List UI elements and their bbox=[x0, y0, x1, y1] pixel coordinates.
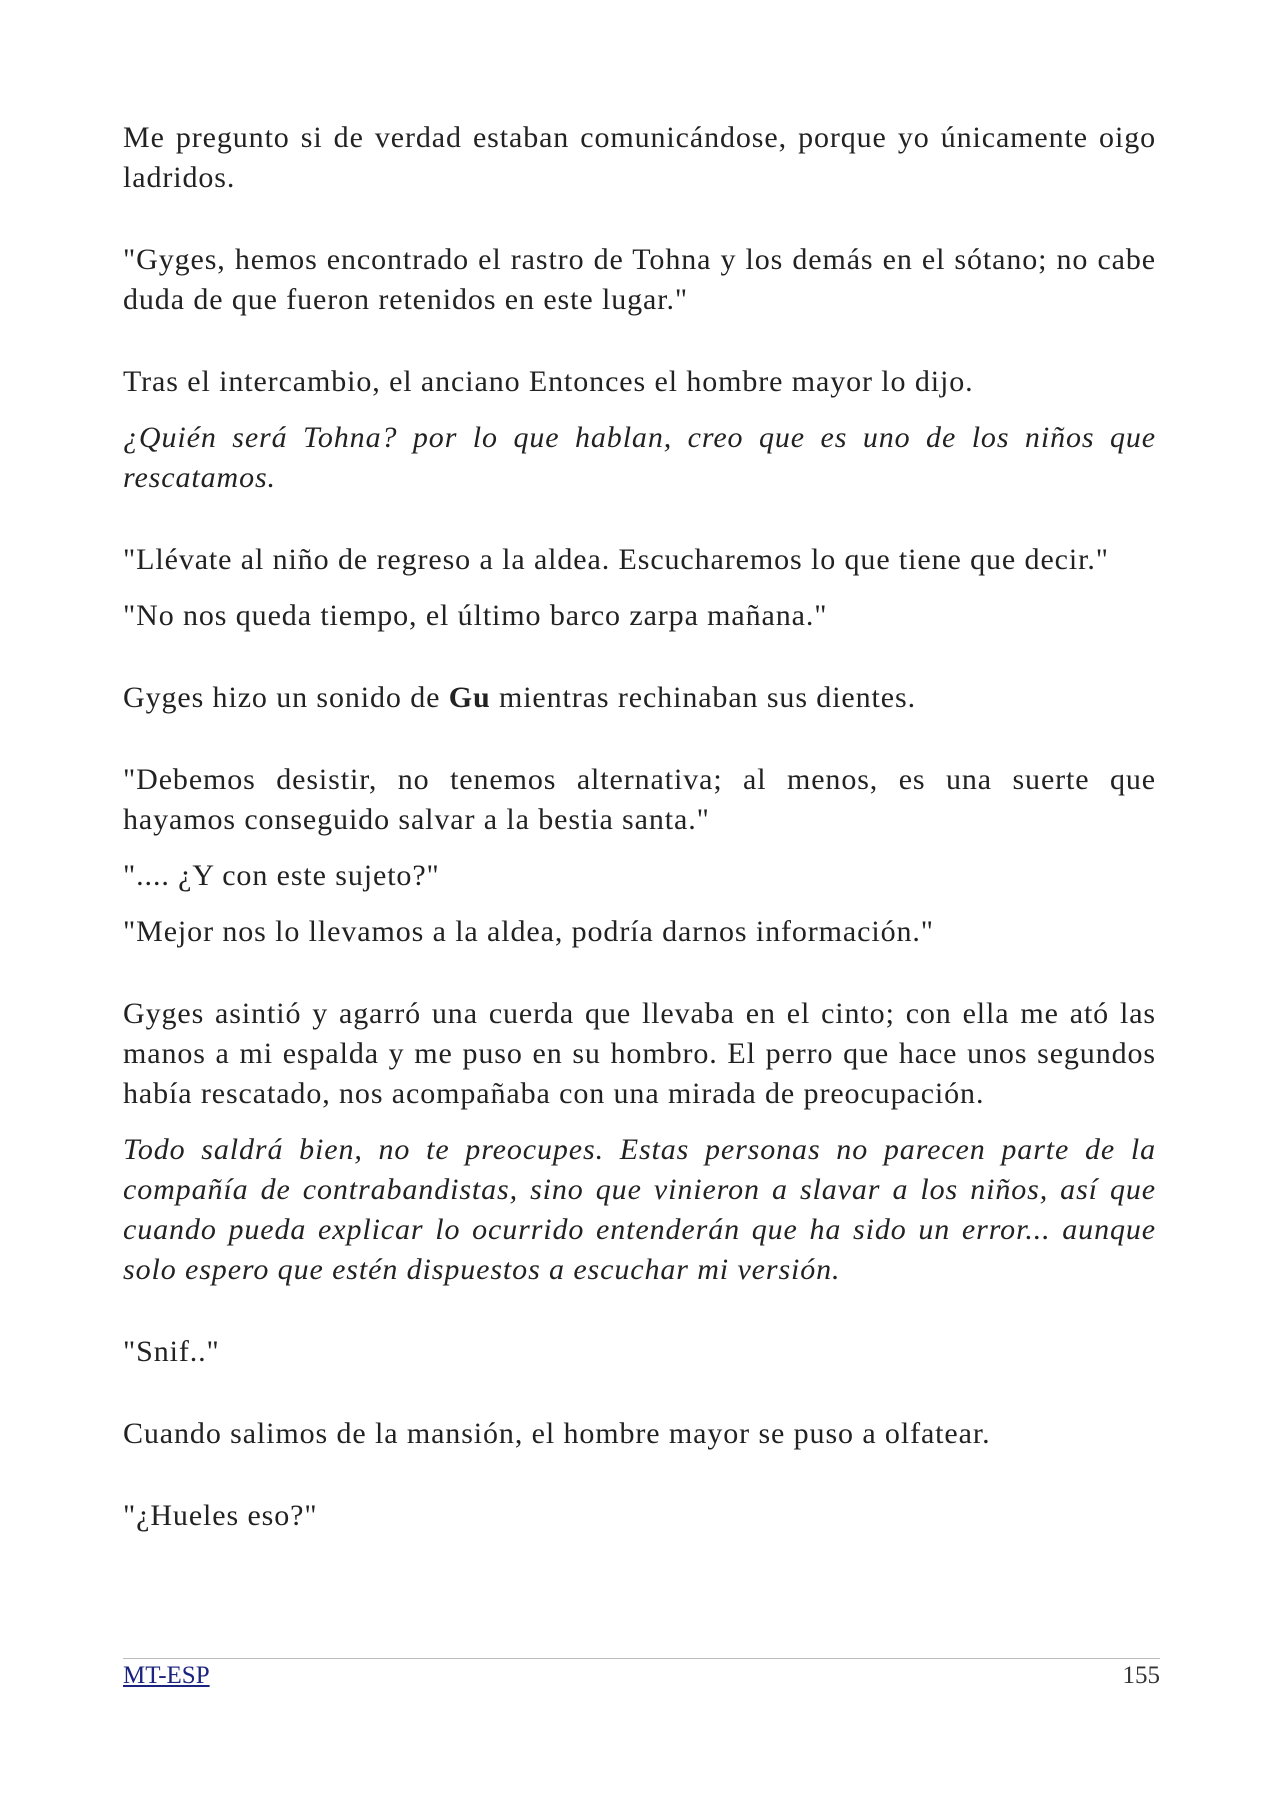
page-footer bbox=[123, 1658, 1160, 1689]
paragraph-15: "¿Hueles eso?" bbox=[123, 1499, 318, 1532]
paragraph-14: Cuando salimos de la mansión, el hombre mayor se puso a olfatear. bbox=[123, 1417, 991, 1450]
paragraph-3: Tras el intercambio, el anciano Entonces el hombre mayor lo dijo. bbox=[123, 365, 974, 398]
paragraph-7-after: mientras rechinaban sus dientes. bbox=[490, 681, 916, 714]
footer-link-mt-esp[interactable]: MT-ESP bbox=[123, 1662, 210, 1689]
page-body bbox=[123, 118, 1156, 1536]
paragraph-7 bbox=[123, 678, 1156, 718]
paragraph-8: "Debemos desistir, no tenemos alternativa; al menos, es una suerte que hayamos conseguido salvar a la bestia santa." bbox=[123, 763, 1156, 836]
paragraph-7-before: Gyges hizo un sonido de bbox=[123, 681, 449, 714]
paragraph-13: "Snif.." bbox=[123, 1335, 220, 1368]
paragraph-9: ".... ¿Y con este sujeto?" bbox=[123, 859, 440, 892]
paragraph-4-thought: ¿Quién será Tohna? por lo que hablan, creo que es uno de los niños que rescatamos. bbox=[123, 421, 1156, 494]
paragraph-12-thought: Todo saldrá bien, no te preocupes. Estas personas no parecen parte de la compañía de contrabandistas, sino que vinieron a slavar a los niños, así que cuando pueda explicar lo ocurrido entenderán que ha sido un error... aunque solo espero que estén dispuestos a escuchar mi versión. bbox=[123, 1133, 1156, 1286]
paragraph-5: "Llévate al niño de regreso a la aldea. Escucharemos lo que tiene que decir." bbox=[123, 543, 1109, 576]
paragraph-11: Gyges asintió y agarró una cuerda que llevaba en el cinto; con ella me ató las manos a mi espalda y me puso en su hombro. El perro que hace unos segundos había rescatado, nos acompañaba con una mirada de preocupación. bbox=[123, 997, 1156, 1110]
paragraph-10: "Mejor nos lo llevamos a la aldea, podría darnos información." bbox=[123, 915, 934, 948]
paragraph-6: "No nos queda tiempo, el último barco zarpa mañana." bbox=[123, 599, 828, 632]
paragraph-7-bold-sound: Gu bbox=[448, 681, 491, 714]
paragraph-1: Me pregunto si de verdad estaban comunicándose, porque yo únicamente oigo ladridos. bbox=[123, 121, 1156, 194]
paragraph-2: "Gyges, hemos encontrado el rastro de Tohna y los demás en el sótano; no cabe duda de que fueron retenidos en este lugar." bbox=[123, 243, 1156, 316]
page-number: 155 bbox=[1122, 1662, 1160, 1689]
